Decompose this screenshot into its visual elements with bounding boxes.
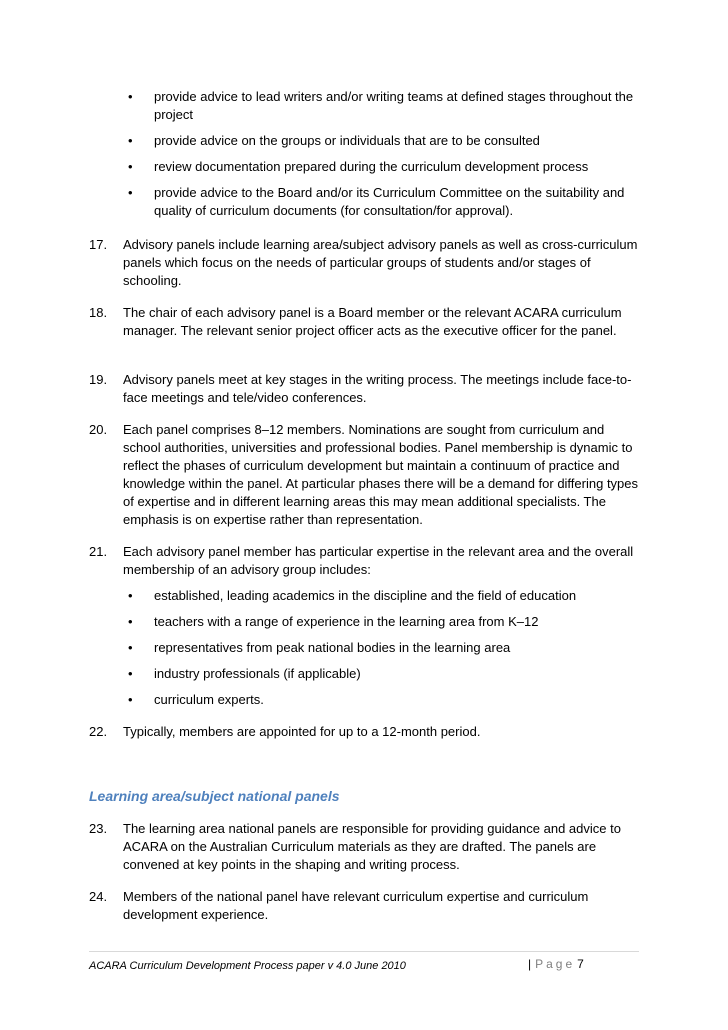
paragraph-17 [0,236,728,290]
paragraph-23 [0,820,728,874]
section-heading: Learning area/subject national panels [89,788,340,804]
bullet-icon: • [128,185,133,200]
paragraph-18 [0,304,728,340]
paragraph-number: 17. [89,237,108,252]
footer-separator: | [528,957,532,971]
paragraph-24 [0,888,728,924]
list-item [0,665,728,691]
paragraph-number: 18. [89,305,108,320]
paragraph-text: Each advisory panel member has particular expertise in the relevant area and the overall membership of an advisory group includes: [123,544,634,577]
page-number: 7 [577,957,584,971]
list-item-text: provide advice to lead writers and/or writing teams at defined stages throughout the project [154,89,634,122]
list-item [0,691,728,717]
footer-divider [89,951,639,952]
footer-document-title: ACARA Curriculum Development Process paper v 4.0 June 2010 [89,960,406,972]
paragraph-22 [0,723,728,741]
list-item-text: curriculum experts. [154,692,264,707]
paragraph-19 [0,371,728,407]
footer-page-indicator [528,955,584,973]
list-item-text: provide advice to the Board and/or its Curriculum Committee on the suitability and quality of curriculum documents (for consultation/for approval). [154,185,625,218]
paragraph-number: 19. [89,372,108,387]
list-item-text: industry professionals (if applicable) [154,666,361,681]
list-item [0,184,728,220]
list-item [0,639,728,665]
list-item-text: representatives from peak national bodies in the learning area [154,640,511,655]
bullet-icon: • [128,133,133,148]
list-item [0,613,728,639]
paragraph-number: 22. [89,724,108,739]
paragraph-text: Members of the national panel have relevant curriculum expertise and curriculum development experience. [123,889,589,922]
list-item-text: teachers with a range of experience in the learning area from K–12 [154,614,539,629]
paragraph-text: Advisory panels include learning area/subject advisory panels as well as cross-curriculum panels which focus on the needs of particular groups of students and/or stages of schooling. [123,237,638,288]
paragraph-text: Typically, members are appointed for up to a 12-month period. [123,724,481,739]
paragraph-text: Each panel comprises 8–12 members. Nominations are sought from curriculum and school authorities, universities and professional bodies. Panel membership is dynamic to reflect the phases of curriculum development but maintain a continuum of practice and knowledge within the panel. At particular phases there will be a demand for differing types of expertise and in different learning areas this may mean additional specialists. The emphasis is on expertise rather than representation. [123,422,639,527]
list-item [0,587,728,613]
bullet-icon: • [128,692,133,707]
list-item-text: review documentation prepared during the curriculum development process [154,159,589,174]
paragraph-text: The learning area national panels are responsible for providing guidance and advice to ACARA on the Australian Curriculum materials as they are drafted. The panels are convened at key points in the shaping and writing process. [123,821,621,872]
bullet-icon: • [128,666,133,681]
page-label: Page [535,957,576,971]
paragraph-number: 24. [89,889,108,904]
paragraph-number: 20. [89,422,108,437]
bullet-icon: • [128,159,133,174]
list-item-text: provide advice on the groups or individuals that are to be consulted [154,133,540,148]
bullet-icon: • [128,614,133,629]
top-bullet-list [0,88,728,220]
list-item-text: established, leading academics in the discipline and the field of education [154,588,577,603]
paragraph-number: 21. [89,544,108,559]
list-item [0,132,728,158]
paragraph-number: 23. [89,821,108,836]
list-item [0,158,728,184]
paragraph-20 [0,421,728,529]
bullet-icon: • [128,640,133,655]
bullet-icon: • [128,89,133,104]
list-item [0,88,728,124]
membership-bullet-list [0,587,728,717]
paragraph-21 [0,543,728,579]
bullet-icon: • [128,588,133,603]
paragraph-text: Advisory panels meet at key stages in the writing process. The meetings include face-to-face meetings and tele/video conferences. [123,372,632,405]
paragraph-text: The chair of each advisory panel is a Board member or the relevant ACARA curriculum manager. The relevant senior project officer acts as the executive officer for the panel. [123,305,622,338]
